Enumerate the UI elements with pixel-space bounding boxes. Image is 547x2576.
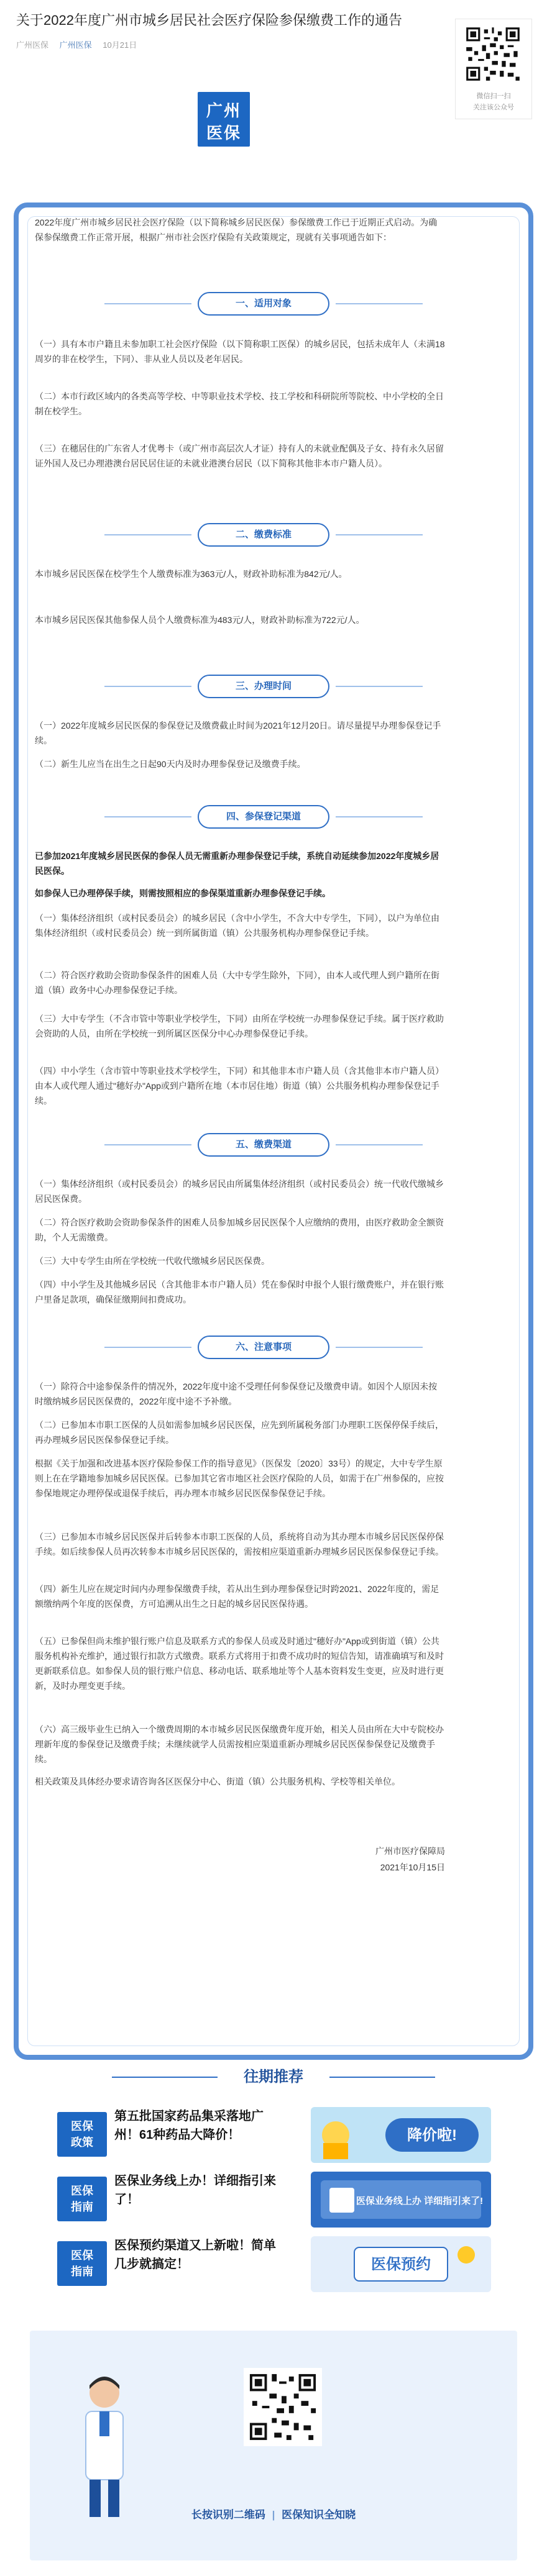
footer-qr-code[interactable] bbox=[244, 2368, 322, 2446]
account-link[interactable]: 广州医保 bbox=[59, 40, 92, 50]
paragraph: （一）除符合中途参保条件的情况外，2022年度中途不受理任何参保登记及缴费申请。如因个人原因未按时缴纳城乡居民医保费的，2022年度中途不予补缴。 bbox=[35, 1381, 438, 1406]
paragraph: （三）已参加本市城乡居民医保并后转参本市职工医保的人员，系统将自动为其办理本市城乡居民医保停保手续。如后续参保人员再次转参本市城乡居民医保的，需按相应渠道重新办理城乡居民医保参保登记手续。 bbox=[35, 1532, 444, 1557]
category-badge: 医保 指南 bbox=[57, 2177, 107, 2221]
section-heading-2 bbox=[198, 523, 329, 547]
article-title: 关于2022年度广州市城乡居民社会医疗保险参保缴费工作的通告 bbox=[16, 12, 402, 28]
section-title: 五、缴费渠道 bbox=[235, 1139, 292, 1150]
paragraph: （二）已参加本市职工医保的人员如需参加城乡居民医保，应先到所属税务部门办理职工医保停保手续后，再办理城乡居民医保参保登记手续。 bbox=[35, 1420, 444, 1445]
paragraph: （一）集体经济组织（或村民委员会）的城乡居民（含中小学生，不含大中专学生，下同），以户为单位由集体经济组织（或村民委员会）统一到所属街道（镇）公共服务机构办理参保登记手续。 bbox=[35, 913, 439, 938]
thumb-text: 降价啦! bbox=[407, 2127, 457, 2144]
paragraph: （二）符合医疗救助会资助参保条件的困难人员（大中专学生除外，下同），由本人或代理人到户籍所在街道（镇）政务中心办理参保登记手续。 bbox=[35, 970, 439, 995]
qr-code-icon bbox=[247, 2372, 318, 2442]
footer-qr-section bbox=[30, 2331, 517, 2560]
paragraph: （三）在穗居住的广东省人才优粤卡（或广州市高层次人才证）持有人的未就业配偶及子女、持有永久居留证外国人及已办理港澳台居民居住证的未就业港澳台居民（以下简称其他非本市户籍人员）。 bbox=[35, 444, 444, 468]
signature-org: 广州市医疗保障局 bbox=[375, 1846, 445, 1856]
follow-qr-card[interactable] bbox=[455, 19, 532, 119]
recommend-heading bbox=[0, 2065, 547, 2090]
logo-line-2: 医保 bbox=[206, 124, 241, 142]
thumb-text: 医保业务线上办 详细指引来了! bbox=[356, 2196, 484, 2206]
recommend-item[interactable] bbox=[50, 2103, 497, 2165]
paragraph: （一）具有本市户籍且未参加职工社会医疗保险（以下简称职工医保）的城乡居民，包括未成年人（未满18周岁的非在校学生，下同）、非从业人员以及老年居民。 bbox=[35, 339, 445, 364]
section-heading-6 bbox=[198, 1336, 329, 1359]
recommend-item[interactable] bbox=[50, 2232, 497, 2295]
footer-caption-b: 医保知识全知晓 bbox=[282, 2509, 356, 2521]
paragraph: （六）高三级毕业生已纳入一个缴费周期的本市城乡居民医保缴费年度开始，相关人员由所在大中专院校办理新年度的参保登记及缴费手续；未继续就学人员需按相应渠道重新办理城乡居民医保参保登记及缴费手续。 bbox=[35, 1724, 444, 1764]
section-title: 四、参保登记渠道 bbox=[226, 811, 301, 822]
qr-code-icon bbox=[464, 25, 522, 83]
recommend-item[interactable] bbox=[50, 2168, 497, 2230]
paragraph: （一）2022年度城乡居民医保的参保登记及缴费截止时间为2021年12月20日。请尽量提早办理参保登记手续。 bbox=[35, 721, 441, 745]
footer-caption-a: 长按识别二维码 bbox=[191, 2509, 265, 2521]
section-heading-5 bbox=[198, 1133, 329, 1157]
recommend-thumbnail bbox=[311, 2172, 491, 2228]
qr-caption-2: 关注该公众号 bbox=[473, 104, 514, 111]
recommend-title: 往期推荐 bbox=[244, 2069, 303, 2085]
qr-caption-1: 微信扫一扫 bbox=[476, 93, 511, 100]
recommend-text: 第五批国家药品集采落地广州！61种药品大降价！ bbox=[114, 2109, 264, 2142]
article-source: 广州医保 bbox=[16, 40, 49, 50]
recommend-thumbnail bbox=[311, 2236, 491, 2292]
brand-logo bbox=[198, 92, 250, 147]
signature-date: 2021年10月15日 bbox=[380, 1862, 445, 1872]
section-heading-1 bbox=[198, 292, 329, 316]
paragraph: （四）中小学生（含市管中等职业技术学校学生，下同）和其他非本市户籍人员（含其他非本市户籍人员）由本人或代理人通过"穗好办"App或到户籍所在地（本市居住地）街道（镇）公共服务机构办理参保登记手续。 bbox=[35, 1066, 444, 1106]
recommend-text: 医保预约渠道又上新啦！简单几步就搞定！ bbox=[114, 2239, 276, 2271]
paragraph: 根据《关于加强和改进基本医疗保险参保工作的指导意见》（医保发〔2020〕33号）的规定，大中专学生原则上在在学籍地参加城乡居民医保。已参加其它省市地区社会医疗保险的人员，如需于在广州参保的，应按参保地规定办理停保或退保手续后，再办理本市城乡居民医保参保登记手续。 bbox=[35, 1459, 444, 1498]
paragraph: （二）符合医疗救助会资助参保条件的困难人员参加城乡居民医保个人应缴纳的费用，由医疗救助金全额资助，个人无需缴费。 bbox=[35, 1217, 444, 1242]
paragraph: （一）集体经济组织（或村民委员会）的城乡居民由所属集体经济组织（或村民委员会）统一代收代缴城乡居民医保费。 bbox=[35, 1179, 444, 1204]
logo-line-1: 广州 bbox=[206, 101, 241, 120]
section-heading-3 bbox=[198, 675, 329, 698]
paragraph: 已参加2021年度城乡居民医保的参保人员无需重新办理参保登记手续，系统自动延续参加2022年度城乡居民医保。 bbox=[35, 851, 439, 876]
paragraph: （五）已参保但尚未维护银行账户信息及联系方式的参保人员或及时通过"穗好办"App或到街道（镇）公共服务机构补充维护，通过银行扣款方式缴费。联系方式将用于扣费不成功时的短信告知，请准确填写和及时更新联系信息。如参保人员的银行账户信息、移动电话、联系地址等个人基本资料发生变更，应及时进行更新，及时办理变更手续。 bbox=[35, 1636, 444, 1691]
category-badge: 医保 指南 bbox=[57, 2241, 107, 2286]
paragraph: （二）本市行政区域内的各类高等学校、中等职业技术学校、技工学校和科研院所等院校、中小学校的全日制在校学生。 bbox=[35, 391, 444, 416]
section-title: 三、办理时间 bbox=[235, 681, 292, 691]
recommend-text: 医保业务线上办！详细指引来了！ bbox=[114, 2174, 276, 2206]
paragraph: 本市城乡居民医保其他参保人员个人缴费标准为483元/人，财政补助标准为722元/人。 bbox=[35, 615, 365, 625]
article-meta bbox=[16, 39, 145, 50]
paragraph: 相关政策及具体经办要求请咨询各区医保分中心、街道（镇）公共服务机构、学校等相关单位。 bbox=[35, 1777, 400, 1786]
paragraph: （四）中小学生及其他城乡居民（含其他非本市户籍人员）凭在参保时申报个人银行缴费账户，并在银行账户里备足款项，确保征缴期间扣费成功。 bbox=[35, 1280, 444, 1304]
paragraph: （四）新生儿应在规定时间内办理参保缴费手续，若从出生到办理参保登记时跨2021、2022年度的，需足额缴纳两个年度的医保费，方可追溯从出生之日起的城乡居民医保待遇。 bbox=[35, 1584, 439, 1609]
paragraph: （三）大中专学生（不含市管中等职业学校学生，下同）由所在学校统一办理参保登记手续。属于医疗救助会资助的人员，由所在学校统一到所属区医保分中心办理参保登记手续。 bbox=[35, 1014, 444, 1039]
section-title: 一、适用对象 bbox=[235, 298, 292, 309]
paragraph: （二）新生儿应当在出生之日起90天内及时办理参保登记及缴费手续。 bbox=[35, 759, 306, 769]
paragraph: 本市城乡居民医保在校学生个人缴费标准为363元/人，财政补助标准为842元/人。 bbox=[35, 569, 347, 579]
recommend-thumbnail bbox=[311, 2107, 491, 2163]
paragraph: 如参保人已办理停保手续，则需按照相应的参保渠道重新办理参保登记手续。 bbox=[35, 888, 331, 898]
doctor-illustration-icon bbox=[67, 2368, 142, 2523]
thumb-text: 医保预约 bbox=[371, 2256, 431, 2273]
section-title: 二、缴费标准 bbox=[235, 529, 292, 540]
intro-paragraph: 2022年度广州市城乡居民社会医疗保险（以下简称城乡居民医保）参保缴费工作已于近期正式启动。为确保参保缴费工作正常开展，根据广州市社会医疗保险有关政策规定，现就有关事项通告如下： bbox=[35, 217, 438, 242]
category-badge: 医保 政策 bbox=[57, 2112, 107, 2157]
section-heading-4 bbox=[198, 805, 329, 829]
section-title: 六、注意事项 bbox=[235, 1342, 292, 1352]
footer-caption: 长按识别二维码 | 医保知识全知晓 bbox=[191, 2509, 356, 2521]
article-date: 10月21日 bbox=[103, 40, 137, 50]
paragraph: （三）大中专学生由所在学校统一代收代缴城乡居民医保费。 bbox=[35, 1256, 270, 1266]
